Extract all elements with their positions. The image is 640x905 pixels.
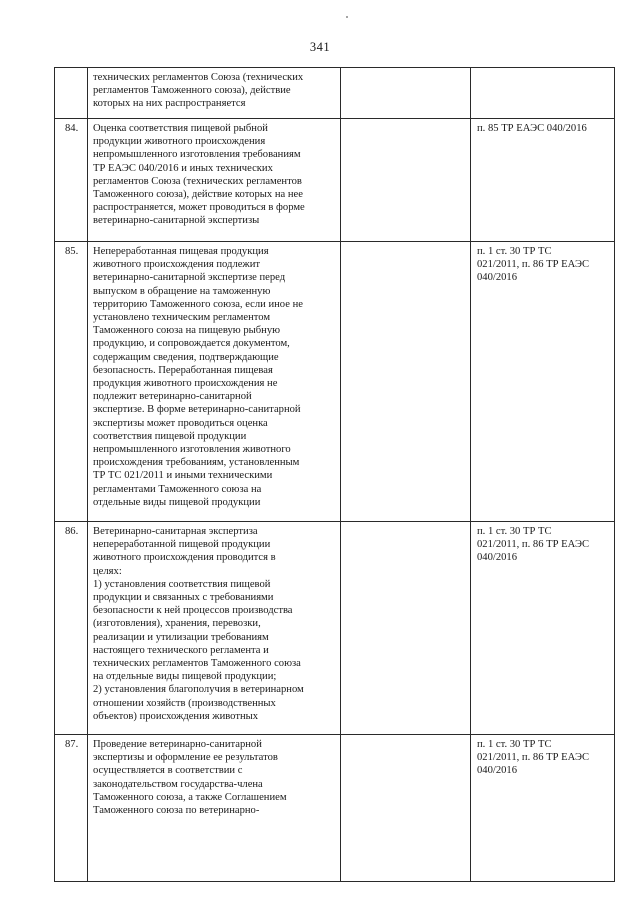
reference-text: п. 1 ст. 30 ТР ТС 021/2011, п. 86 ТР ЕАЭС 040/2016 [477, 526, 590, 564]
row-requirement-text [88, 68, 341, 119]
row-reference [471, 242, 615, 522]
row-middle-cell [341, 119, 471, 242]
regulation-table [54, 67, 615, 882]
row-reference [471, 735, 615, 882]
page-number: 341 [309, 40, 331, 54]
row-middle-cell [341, 68, 471, 119]
table-row [55, 68, 615, 119]
requirement-text: Ветеринарно-санитарная экспертиза непереработанной пищевой продукции животного происхождения проводится в целях: 1) установления соответствия пищевой продукции и связанных с требованиями безопасности к ней процессов производства (изготовления), хранения, перевозки, реализации и утилизации требованиям настоящего технического регламента и технических регламентов Таможенного союза на отдельные виды пищевой продукции; 2) установления благополучия в ветеринарном отношении хозяйств (производственных объектов) происхождения животных [93, 526, 304, 722]
row-requirement-text [88, 735, 341, 882]
row-reference [471, 522, 615, 735]
requirement-text: Непереработанная пищевая продукция животного происхождения подлежит ветеринарно-санитарной экспертизе перед выпуском в обращение на таможенную территорию Таможенного союза, если иное не установлено техническим регламентом Таможенного союза на пищевую рыбную продукцию, и сопровождается документом, содержащим сведения, подтверждающие безопасность. Переработанная пищевая продукция животного происхождения не подлежит ветеринарно-санитарной экспертизе. В форме ветеринарно-санитарной экспертизы может проводиться оценка соответствия пищевой продукции непромышленного изготовления животного происхождения требованиям, установленным ТР ТС 021/2011 и иными техническими регламентами Таможенного союза на отдельные виды пищевой продукции [93, 246, 303, 508]
table-row [55, 242, 615, 522]
row-requirement-text [88, 242, 341, 522]
requirement-text: Проведение ветеринарно-санитарной экспертизы и оформление ее результатов осуществляется в соответствии с законодательством государства-члена Таможенного союза, а также Соглашением Таможенного союза по ветеринарно- [93, 739, 287, 817]
reference-text: п. 1 ст. 30 ТР ТС 021/2011, п. 86 ТР ЕАЭС 040/2016 [477, 739, 590, 777]
row-requirement-text [88, 522, 341, 735]
reference-text: п. 85 ТР ЕАЭС 040/2016 [477, 123, 587, 134]
row-reference [471, 68, 615, 119]
requirement-text: технических регламентов Союза (технических регламентов Таможенного союза), действие которых на них распространяется [93, 72, 304, 110]
scan-artifact [346, 16, 348, 18]
row-number: 86. [55, 522, 88, 735]
row-requirement-text [88, 119, 341, 242]
row-number: 84. [55, 119, 88, 242]
table-row [55, 735, 615, 882]
row-number: 87. [55, 735, 88, 882]
requirement-text: Оценка соответствия пищевой рыбной продукции животного происхождения непромышленного изготовления требованиям ТР ЕАЭС 040/2016 и иных технических регламентов Союза (технических регламентов Таможенного союза), действие которых на нее распространяется, может проводиться в форме ветеринарно-санитарной экспертизы [93, 123, 305, 227]
row-reference [471, 119, 615, 242]
table-row [55, 522, 615, 735]
row-middle-cell [341, 735, 471, 882]
row-number [55, 68, 88, 119]
row-middle-cell [341, 522, 471, 735]
row-number: 85. [55, 242, 88, 522]
row-middle-cell [341, 242, 471, 522]
table-row [55, 119, 615, 242]
reference-text: п. 1 ст. 30 ТР ТС 021/2011, п. 86 ТР ЕАЭС 040/2016 [477, 246, 590, 284]
